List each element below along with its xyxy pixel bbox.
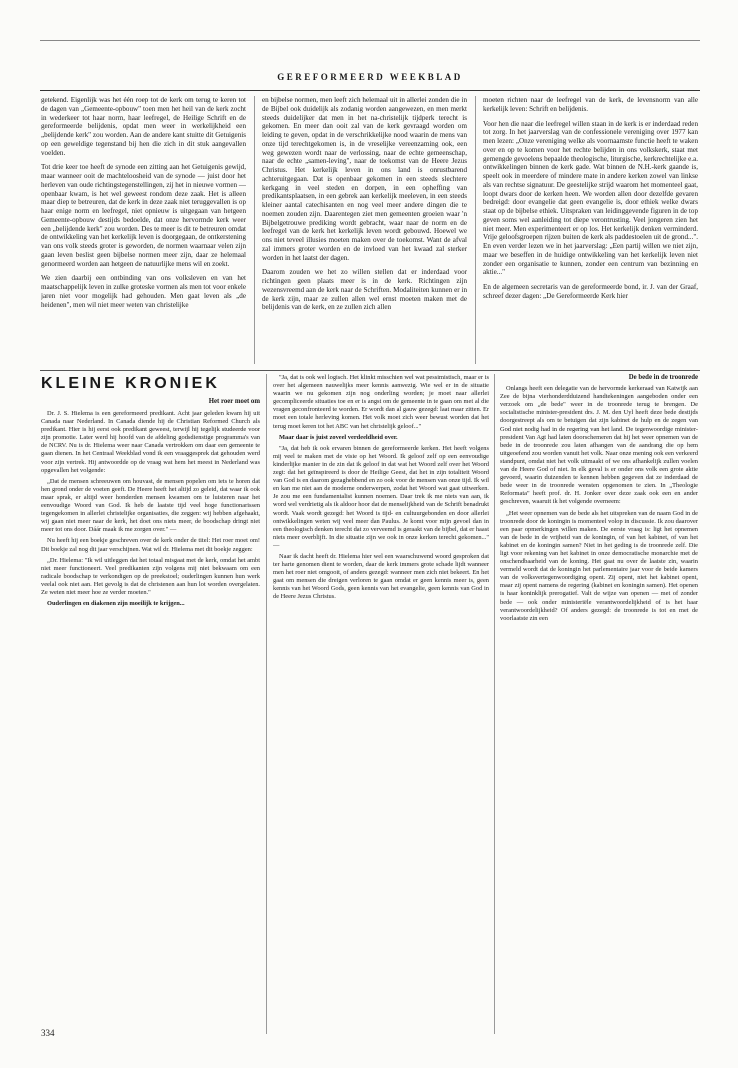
page-number: 334 <box>41 1028 55 1038</box>
column-divider <box>475 96 476 364</box>
article-paragraph: En de algemeen secretaris van de gereformeerde bond, ir. J. van der Graaf, schreef dezer dagen: „De Gereformeerde Kerk hier <box>483 283 698 300</box>
kroniek-title: KLEINE KRONIEK <box>41 375 220 392</box>
kroniek-paragraph: Nu heeft hij een boekje geschreven over de kerk onder de titel: Het roer moet om! Dit boekje zal nog dit jaar verschijnen. Wat wil dr. Hielema met dit boekje zeggen: <box>41 537 260 553</box>
kroniek-paragraph: „Het weer opnemen van de bede als het uitspreken van de naam God in de troonrede door de koningin is momenteel volop in discussie. Ik zou daarover een paar opmerkingen willen maken. De eerste vraag is: ligt het opnemen van de bede in de vrijheid van de koningin, of van het kabinet, of van het kabinet en de koningin samen? Niet in het geding is de troonrede zelf. Die ligt voor rekening van het kabinet in onze democratische monarchie met de onschendbaarheid van de koning. Het gaat nu over de laatste zin, waarin vermeld wordt dat de koningin het parlementaire jaar voor de beide kamers van de volksvertegenwoordiging opent. Zij opent, niet het kabinet opent, maar zij opent namens de regering (kabinet en koningin samen). Het openen is haar koninklijk prerogatief. Valt de wijze van openen — met of zonder bede — ook onder ministeriële verantwoordelijkheid of is het haar verantwoordelijkheid? Of anders gezegd: de troonrede is tot en met de voorlaatste zin een <box>500 509 698 622</box>
article-paragraph: Daarom zouden we het zo willen stellen dat er inderdaad voor richtingen geen plaats meer is in de kerk. Richtingen zijn wezensvreemd aan de kerk naar de Schriften. Modaliteiten kunnen er in de kerk zijn, maar ze zullen allen wel ernst moeten maken met de belijdenis van de kerk, en ze zullen zich allen <box>262 268 467 312</box>
kroniek-paragraph: „Dat de mensen schreeuwen om houvast, de mensen popelen om iets te horen dat hen grond onder de voeten geeft. De Heere heeft het altijd zo geleid, dat waar ik ook maar sprak, er altijd weer honderden mensen kwamen om te luisteren naar het eenvoudige Woord van God. Ik heb de laatste tijd veel hoge functionarissen tegengekomen in allerlei christelijke organisaties, die zeggen: wij hebben afgehaakt, wij gaan niet meer naar de kerk, het doet ons niets meer, de boodschap dringt niet meer tot ons door. Dáár maak ik me zorgen over." — <box>41 477 260 534</box>
kroniek-column-1 <box>41 410 260 1028</box>
article-paragraph: We zien daarbij een ontbinding van ons volksleven en van het maatschappelijk leven in zulke groteske vormen als men tot voor enkele jaren niet voor mogelijk had gehouden. Men gaat leven als „de heidenen", men wil niet meer weten van christelijke <box>41 274 246 309</box>
top-rule <box>40 40 700 41</box>
article-column-3 <box>483 96 698 364</box>
kroniek-paragraph: Naar ik dacht heeft dr. Hielema hier wel een waarschuwend woord gesproken dat ter harte genomen dient te worden, daar de kerk immers grote schade lijdt wanneer men het roer niet omgooit, of anders gezegd: wanneer men zich niet bekeert. En het gaat om mensen die dreigen verloren te gaan omdat er geen kennis meer is, geen kennis van het Woord Gods, geen kennis van het evangelie, geen kennis van God in de Heere Jezus Christus. <box>273 552 489 601</box>
kroniek-paragraph: "Ja, dat is ook wel logisch. Het klinkt misschien wel wat pessimistisch, maar er is over het algemeen nauwelijks meer kennis aanwezig. Wie wel er in de situatie waarin we nu gekomen zijn nog onderling worden; je moet naar allerlei gecompliceerde situaties toe en er is angst om de gemeente in te gaan om met al die vragen geconfronteerd te worden. Er wordt dan al gauw gezegd: laat maar zitten. Er moet een totale herleving komen. Het volk moet zich weer bewust worden dat het terug moet keren tot het ABC van het christelijk geloof..." <box>273 374 489 430</box>
kroniek-paragraph: Onlangs heeft een delegatie van de hervormde kerkeraad van Katwijk aan Zee de bijna vierhonderdduizend handtekeningen aangeboden onder een verzoek om „de bede" weer in de troonrede terug te brengen. De socialistische minister-president drs. J. M. den Uyl heeft deze bede destijds doorgestreept als om te betuigen dat zijn kabinet de hulp en de zegen van God niet nodig had in de regering van het land. De tegenwoordige minister-president Van Agt had laten doorschemeren dat hij het weer opnemen van de bede in de troonrede zou laten afhangen van de aandrang die op hem uitgeoefend zou worden vanuit het volk. Naar onze mening ook een verkeerd standpunt, omdat niet het volk uitmaakt of we ons afhankelijk zullen voelen van de Heere God of niet. In elk geval is er onder ons volk een grote aktie gevoerd, waarin duizenden te kennen hebben gegeven dat ze inderdaad de bede weer in de troonrede wensten opgenomen te zien. In „Theologie Reformata" heeft prof. dr. H. Jonker over deze zaak ook een en ander geschreven, waaruit ik het volgende overneem: <box>500 385 698 506</box>
kroniek-section-title: De bede in de troonrede <box>628 374 698 381</box>
article-paragraph: Voor hen die naar die leefregel willen staan in de kerk is er inderdaad reden tot zorg. In het jaarverslag van de confessionele vereniging over 1977 kan men lezen: „Onze vereniging welke als voornaamste functie heeft te waken over en op te komen voor het rechte belijden in ons volkskerk, staat met gemengde gevoelens bepaalde theologische, liturgische, kerkrechtelijke e.a. ontwikkelingen binnen de kerk gade. Wat binnen de N.H.-kerk gaande is, speelt ook in meerdere of mindere mate in andere kerken zowel van linkse als van rechtse signatuur. De geestelijke strijd waarom het momenteel gaat, loopt dwars door de kerken heen. We worden allen door dezelfde gevaren bedreigd: door evangelie dat geen evangelie is, door ethiek welke dwars staat op de bijbelse ethiek. Uitspraken van leidinggevende figuren in de top geven soms wel aanleiding tot diepe verontrusting. Veel jongeren zien het niet meer. Men experimenteert er op los. Het kerkelijk denken verminderd. Vrije geloofsgroepen rijzen buiten de kerk als paddestoelen uit de grond...". En even verder lezen we in het jaarverslag: „Een partij willen we niet zijn, maar we beseffen in de huidige ontwikkeling van het kerkelijk leven niet zonder een organisatie te kunnen, zonder een centrum van bezinning en aktie..." <box>483 119 698 277</box>
article-paragraph: moeten richten naar de leefregel van de kerk, de levensnorm van alle kerkelijk leven: Schrift en belijdenis. <box>483 96 698 113</box>
header-rule <box>40 90 700 91</box>
kroniek-paragraph: „Dr. Hielema: "Ik wil uitleggen dat het totaal misgaat met de kerk, omdat het ambt niet meer functioneert. Veel predikanten zijn volgens mij niet bekwaam om een radicale boodschap te verkondigen op de preekstoel; ouderlingen kunnen hun werk veelal ook niet aan. Het gevolg is dat de christenen aan hun lot worden overgelaten. Ze weten niet meer hoe ze verder moeten." <box>41 556 260 596</box>
section-rule <box>40 370 700 371</box>
kroniek-paragraph: "Ja, dat heb ik ook ervaren binnen de gereformeerde kerken. Het heeft volgens mij veel te maken met de visie op het Woord. Ik geloof zelf op een eenvoudige kinderlijke manier in de zin dat ik geloof in dat wat het Woord zelf over het Woord zegt: dat het geïnspireerd is door de Heilige Geest, dat het in zijn totaliteit Woord van God is en daarom gezaghebbend en zo ook voor de mensen van onze tijd. Ik wil en kan me niet aan de moderne onderwerpen, zodat het Woord wat gaat uitwerken. Je zou me een fundamentalist kunnen noemen. Daar trek ik me niets van aan, ik word wel verdrietig als ik aldoor hoor dat de menselijkheid van de Schrift benadrukt wordt. Vaak wordt gezegd: het Woord is tijd- en cultuurgebonden en door allerlei ontwikkelingen weten wij veel meer dan Paulus. Je komt voor mijn gevoel dan in een theologisch denken terecht dat zo verveemd is geraakt van de bijbel, dat er haast niets meer overblijft. In die situatie zijn we ook in onze kerken terecht gekomen..." — <box>273 444 489 549</box>
column-divider <box>266 374 267 1034</box>
running-header: GEREFORMEERD WEEKBLAD <box>277 72 463 82</box>
kroniek-subtitle: Het roer moet om <box>208 398 260 405</box>
article-column-2 <box>262 96 467 364</box>
kroniek-column-3 <box>500 374 698 1034</box>
kroniek-paragraph: Maar daar is juist zoveel verdeeldheid over. <box>279 433 398 441</box>
kroniek-paragraph: Dr. J. S. Hielema is een gereformeerd predikant. Acht jaar geleden kwam hij uit Canada naar Nederland. In Canada diende hij de Christian Reformed Church als predikant. Hier is hij eerst ook predikant geweest, terwijl hij tegelijk studeerde voor zijn promotie. Later werd hij hoofd van de afdeling godsdienstige programma's van de NCRV. Nu is dr. Hielema weer naar Canada vertrokken om daar een gemeente te gaan dienen. In het Centraal Weekblad vond ik een vraaggesprek dat gehouden werd voor zijn vertrek. Hij antwoordde op de vraag wat hem het meest in Nederland was opgevallen het volgende: <box>41 410 260 474</box>
article-paragraph: getekend. Eigenlijk was het één roep tot de kerk om terug te keren tot de dagen van „Gemeente-opbouw" toen men het heil van de kerk zocht in wederkeer tot haar norm, haar leefregel, de Heilige Schrift en de gereformeerde belijdenis, opdat men weer in werkelijkheid een „belijdende kerk" zou worden. Aan de andere kant stuitte dit Getuigenis op een geweldige tegenstand bij hen die zich in dit stuk aangevallen voelden. <box>41 96 246 157</box>
kroniek-column-2 <box>273 374 489 1034</box>
article-paragraph: en bijbelse normen, men leeft zich helemaal uit in allerlei zonden die in de Bijbel ook duidelijk als zodanig worden aangewezen, en men merkt steeds duidelijker dat men in het na-christelijk tijdperk terecht is gekomen. En meer dan ooit zal van de kerk gevraagd worden om leiding te geven, opdat in de verschrikkelijke nood waarin de mens van onze tijd terechtgekomen is, in de vreselijke vereenzaming ook, een weg gewezen wordt naar de verlossing, naar de echte gemeenschap, naar de echte „samen-leving", naar de toekomst van de Heere Jezus Christus. Het kerkelijk leven in ons land is onrustbarend achteruitgegaan. Dat is openbaar gekomen in een steeds slechtere kerkgang in veel steden en dorpen, in een opheffing van predikantsplaatsen, in een gebrek aan kerkelijk meeleven, in een steeds kleiner aantal catechisanten en nog veel meer andere dingen die te noemen zouden zijn. Daarentegen ziet men gemeenten groeien waar 'n Bijbelgetrouwe prediking wordt gebracht, waar naar de norm en de leefregel van de kerk het kerkelijk leven wordt gebouwd. Hoewel we ons niet teveel illusies moeten maken over de toekomst. Want de afval zal immers groter worden en de invloed van het kwaad zal sterker worden in het laatst der dagen. <box>262 96 467 262</box>
article-column-1 <box>41 96 246 364</box>
article-paragraph: Tot drie keer toe heeft de synode een zitting aan het Getuigenis gewijd, maar wanneer ooit de machteloosheid van de synode — juist door het herleven van oude richtingstegenstellingen, zij het in nieuwe vormen — openbaar kwam, is het wel geweest rondom deze zaak. Het is alleen maar diep te betreuren, dat de kerk in deze zaak niet teruggevallen is op haar enige norm en leefregel, niet opnieuw is uitgegaan van hetgeen Gemeente-opbouw destijds bedoelde, dat onze hervormde kerk weer een „belijdende kerk" zou worden. Des te meer is dit te betreuren omdat de ontwikkeling van het kerkelijk leven is doorgegaan, de ontkerstening van ons volk steeds groter is geworden, de normen waarnaar velen zijn gaan leven beslist geen bijbelse normen meer zijn, daar ze helemaal genormeerd worden aan hetgeen de natuurlijke mens wil en zoekt. <box>41 163 246 268</box>
kroniek-paragraph: Ouderlingen en diakenen zijn moeilijk te krijgen... <box>47 600 185 608</box>
column-divider <box>254 96 255 364</box>
column-divider <box>494 374 495 1034</box>
